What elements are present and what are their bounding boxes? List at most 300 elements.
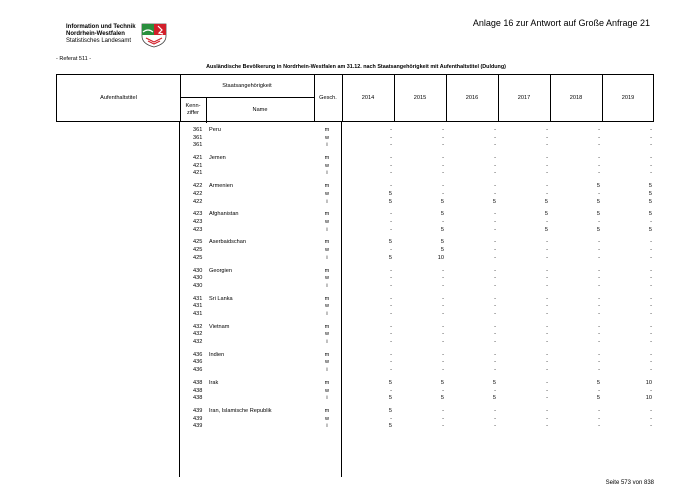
table-row <box>56 183 654 191</box>
cell-value: - <box>494 226 496 233</box>
cell-value: - <box>650 275 652 282</box>
cell-value: - <box>442 387 444 394</box>
country-name: Iran, Islamische Republik <box>209 408 272 414</box>
cell-value: - <box>598 218 600 225</box>
cell-value: - <box>546 247 548 254</box>
table-row <box>56 388 654 396</box>
country-group <box>56 352 654 376</box>
cell-value: - <box>442 267 444 274</box>
sex-code: m <box>324 351 330 358</box>
table-title: Ausländische Bevölkerung in Nordrhein-Westfalen am 31.12. nach Staatsangehörigkeit mit Aufenthaltstitel (Duldung) <box>206 64 506 70</box>
sex-code: i <box>326 423 328 430</box>
cell-value: - <box>598 254 600 261</box>
country-name: Georgien <box>209 267 233 274</box>
cell-value: - <box>650 323 652 330</box>
cell-value: - <box>650 218 652 225</box>
cell-value: 5 <box>388 254 392 261</box>
country-name: Sri Lanka <box>209 295 233 302</box>
org-line-3: Statistisches Landesamt <box>66 38 132 44</box>
table-row <box>56 408 654 416</box>
cell-value: - <box>442 323 444 330</box>
cell-value: - <box>546 415 548 422</box>
country-code: 438 <box>193 395 203 402</box>
org-line-2: Nordrhein-Westfalen <box>66 31 125 37</box>
cell-value: 10 <box>645 395 652 402</box>
country-code: 423 <box>193 218 203 225</box>
country-name: Jemen <box>209 155 226 162</box>
cell-value: - <box>494 275 496 282</box>
sex-code: m <box>324 295 330 302</box>
table-row <box>56 227 654 235</box>
cell-value: - <box>650 310 652 317</box>
table-row <box>56 255 654 263</box>
cell-value: - <box>546 134 548 141</box>
cell-value: - <box>598 323 600 330</box>
cell-value: - <box>546 275 548 282</box>
sex-code: m <box>324 323 330 330</box>
cell-value: - <box>650 162 652 169</box>
cell-value: - <box>390 183 392 190</box>
cell-value: - <box>494 267 496 274</box>
table-row <box>56 416 654 424</box>
cell-value: - <box>598 134 600 141</box>
org-line-1: Information und Technik <box>66 24 136 30</box>
table-row <box>56 142 654 150</box>
cell-value: - <box>650 387 652 394</box>
country-code: 439 <box>193 415 203 422</box>
col-name: Name <box>252 107 268 113</box>
cell-value: - <box>546 303 548 310</box>
sex-code: i <box>326 226 328 233</box>
country-code: 431 <box>193 310 203 317</box>
table-row <box>56 324 654 332</box>
cell-value: - <box>390 226 392 233</box>
cell-value: - <box>650 339 652 346</box>
cell-value: - <box>598 247 600 254</box>
cell-value: - <box>650 359 652 366</box>
cell-value: 5 <box>648 198 652 205</box>
cell-value: 5 <box>440 239 444 246</box>
cell-value: 5 <box>388 395 392 402</box>
cell-value: - <box>442 190 444 197</box>
table-row <box>56 127 654 135</box>
cell-value: - <box>442 134 444 141</box>
cell-value: - <box>442 275 444 282</box>
country-code: 436 <box>193 367 203 374</box>
cell-value: 10 <box>437 254 444 261</box>
cell-value: 5 <box>388 239 392 246</box>
cell-value: - <box>650 423 652 430</box>
cell-value: - <box>546 295 548 302</box>
cell-value: - <box>494 415 496 422</box>
sex-code: w <box>324 359 330 366</box>
cell-value: - <box>650 367 652 374</box>
cell-value: - <box>494 331 496 338</box>
cell-value: - <box>390 127 392 133</box>
cell-value: - <box>650 415 652 422</box>
sex-code: w <box>324 247 330 254</box>
cell-value: 5 <box>648 190 652 197</box>
cell-value: 5 <box>440 247 444 254</box>
cell-value: - <box>494 310 496 317</box>
cell-value: - <box>598 142 600 149</box>
cell-value: - <box>598 162 600 169</box>
sex-code: w <box>324 303 330 310</box>
country-name: Peru <box>209 127 221 133</box>
document-reference: Anlage 16 zur Antwort auf Große Anfrage 21 <box>472 18 650 28</box>
table-header <box>56 74 654 122</box>
col-year-2019: 2019 <box>621 95 635 101</box>
cell-value: - <box>598 295 600 302</box>
cell-value: 5 <box>440 211 444 218</box>
cell-value: 5 <box>596 379 600 386</box>
cell-value: - <box>390 142 392 149</box>
cell-value: - <box>546 218 548 225</box>
sex-code: i <box>326 170 328 177</box>
sex-code: i <box>326 142 328 149</box>
country-code: 421 <box>193 162 203 169</box>
sex-code: m <box>324 155 330 162</box>
cell-value: - <box>546 367 548 374</box>
cell-value: - <box>494 339 496 346</box>
country-code: 432 <box>193 323 203 330</box>
data-table <box>56 74 654 477</box>
cell-value: - <box>390 303 392 310</box>
cell-value: - <box>390 134 392 141</box>
cell-value: - <box>390 162 392 169</box>
sex-code: m <box>324 127 330 133</box>
cell-value: - <box>598 282 600 289</box>
col-year-2014: 2014 <box>361 95 375 101</box>
sex-code: w <box>324 331 330 338</box>
cell-value: - <box>546 379 548 386</box>
cell-value: - <box>598 275 600 282</box>
country-code: 423 <box>193 211 203 218</box>
cell-value: - <box>650 170 652 177</box>
country-code: 421 <box>193 155 203 162</box>
cell-value: 10 <box>645 379 652 386</box>
cell-value: - <box>494 155 496 162</box>
cell-value: - <box>598 239 600 246</box>
sex-code: w <box>324 190 330 197</box>
table-row <box>56 339 654 347</box>
cell-value: 5 <box>492 198 496 205</box>
country-code: 361 <box>193 127 203 133</box>
cell-value: - <box>442 351 444 358</box>
sex-code: w <box>324 134 330 141</box>
cell-value: 5 <box>596 226 600 233</box>
cell-value: - <box>494 142 496 149</box>
cell-value: - <box>494 387 496 394</box>
cell-value: - <box>546 359 548 366</box>
cell-value: - <box>546 323 548 330</box>
sex-code: m <box>324 379 330 386</box>
country-name: Vietnam <box>209 323 230 330</box>
cell-value: - <box>650 331 652 338</box>
cell-value: - <box>598 408 600 414</box>
cell-value: - <box>598 423 600 430</box>
cell-value: - <box>546 339 548 346</box>
sex-code: m <box>324 267 330 274</box>
country-code: 439 <box>193 408 203 414</box>
country-code: 425 <box>193 239 203 246</box>
country-group <box>56 127 654 151</box>
country-name: Afghanistan <box>209 211 239 218</box>
cell-value: - <box>442 303 444 310</box>
cell-value: - <box>598 190 600 197</box>
cell-value: - <box>442 127 444 133</box>
cell-value: - <box>650 239 652 246</box>
sex-code: m <box>324 408 330 414</box>
sex-code: i <box>326 339 328 346</box>
table-row <box>56 191 654 199</box>
cell-value: - <box>650 351 652 358</box>
table-row <box>56 303 654 311</box>
table-row <box>56 211 654 219</box>
country-name: Aserbaidschan <box>209 239 247 246</box>
country-group <box>56 296 654 320</box>
country-group <box>56 183 654 207</box>
cell-value: - <box>546 310 548 317</box>
table-row <box>56 155 654 163</box>
table-row <box>56 219 654 227</box>
cell-value: - <box>390 351 392 358</box>
cell-value: - <box>598 351 600 358</box>
sex-code: m <box>324 183 330 190</box>
cell-value: - <box>442 155 444 162</box>
cell-value: 5 <box>596 198 600 205</box>
cell-value: - <box>390 247 392 254</box>
cell-value: - <box>598 267 600 274</box>
country-name: Armenien <box>209 183 233 190</box>
sex-code: i <box>326 367 328 374</box>
cell-value: - <box>546 190 548 197</box>
cell-value: - <box>598 367 600 374</box>
country-code: 430 <box>193 275 203 282</box>
cell-value: - <box>390 310 392 317</box>
cell-value: - <box>598 155 600 162</box>
sex-code: w <box>324 387 330 394</box>
cell-value: - <box>390 339 392 346</box>
cell-value: - <box>546 254 548 261</box>
sex-code: m <box>324 211 330 218</box>
country-code: 430 <box>193 267 203 274</box>
cell-value: - <box>494 218 496 225</box>
cell-value: - <box>650 155 652 162</box>
table-body <box>56 122 654 477</box>
cell-value: - <box>546 170 548 177</box>
country-group <box>56 211 654 235</box>
cell-value: - <box>546 387 548 394</box>
cell-value: - <box>494 295 496 302</box>
cell-value: 5 <box>544 226 548 233</box>
table-row <box>56 331 654 339</box>
cell-value: - <box>390 323 392 330</box>
country-name: Indien <box>209 351 225 358</box>
cell-value: - <box>546 331 548 338</box>
cell-value: - <box>494 162 496 169</box>
cell-value: 5 <box>492 395 496 402</box>
cell-value: - <box>494 359 496 366</box>
cell-value: - <box>390 331 392 338</box>
country-code: 425 <box>193 247 203 254</box>
country-code: 422 <box>193 190 203 197</box>
table-row <box>56 283 654 291</box>
cell-value: - <box>390 211 392 218</box>
table-row <box>56 135 654 143</box>
cell-value: 5 <box>544 198 548 205</box>
cell-value: - <box>390 415 392 422</box>
sex-code: w <box>324 415 330 422</box>
country-group <box>56 268 654 292</box>
cell-value: - <box>494 323 496 330</box>
cell-value: - <box>494 127 496 133</box>
cell-value: - <box>390 387 392 394</box>
cell-value: - <box>546 267 548 274</box>
cell-value: - <box>650 247 652 254</box>
table-row <box>56 296 654 304</box>
cell-value: - <box>598 331 600 338</box>
cell-value: - <box>546 423 548 430</box>
cell-value: - <box>598 303 600 310</box>
cell-value: - <box>494 239 496 246</box>
department-label: - Referat 511 - <box>56 56 92 62</box>
table-row <box>56 268 654 276</box>
table-row <box>56 352 654 360</box>
cell-value: - <box>546 127 548 133</box>
sex-code: w <box>324 218 330 225</box>
country-code: 361 <box>193 134 203 141</box>
cell-value: - <box>442 408 444 414</box>
sex-code: i <box>326 395 328 402</box>
cell-value: 5 <box>648 211 652 218</box>
cell-value: 5 <box>492 379 496 386</box>
cell-value: - <box>650 142 652 149</box>
col-year-2018: 2018 <box>569 95 583 101</box>
cell-value: - <box>390 218 392 225</box>
cell-value: 5 <box>388 379 392 386</box>
cell-value: - <box>650 267 652 274</box>
cell-value: 5 <box>388 408 392 414</box>
country-group <box>56 155 654 179</box>
col-staatsangehoerigkeit: Staatsangehörigkeit <box>222 83 272 89</box>
cell-value: - <box>546 351 548 358</box>
sex-code: i <box>326 198 328 205</box>
country-code: 425 <box>193 254 203 261</box>
country-code: 436 <box>193 359 203 366</box>
cell-value: - <box>546 395 548 402</box>
table-row <box>56 311 654 319</box>
cell-value: - <box>390 282 392 289</box>
cell-value: - <box>494 170 496 177</box>
cell-value: - <box>442 218 444 225</box>
col-year-2016: 2016 <box>465 95 479 101</box>
cell-value: - <box>390 170 392 177</box>
cell-value: 5 <box>388 190 392 197</box>
sex-code: w <box>324 275 330 282</box>
table-row <box>56 395 654 403</box>
nrw-coat-of-arms-icon <box>140 22 168 48</box>
cell-value: - <box>494 408 496 414</box>
country-group <box>56 324 654 348</box>
table-row <box>56 199 654 207</box>
cell-value: - <box>546 162 548 169</box>
cell-value: - <box>442 142 444 149</box>
cell-value: 5 <box>648 226 652 233</box>
cell-value: - <box>390 267 392 274</box>
cell-value: - <box>442 170 444 177</box>
cell-value: 5 <box>596 183 600 190</box>
cell-value: - <box>598 339 600 346</box>
table-row <box>56 367 654 375</box>
country-code: 430 <box>193 282 203 289</box>
col-year-2017: 2017 <box>517 95 531 101</box>
cell-value: 5 <box>440 226 444 233</box>
cell-value: - <box>546 155 548 162</box>
country-code: 436 <box>193 351 203 358</box>
table-row <box>56 247 654 255</box>
table-row <box>56 163 654 171</box>
cell-value: - <box>546 183 548 190</box>
cell-value: - <box>442 295 444 302</box>
cell-value: - <box>494 247 496 254</box>
cell-value: - <box>650 134 652 141</box>
cell-value: - <box>598 170 600 177</box>
country-code: 431 <box>193 303 203 310</box>
country-name: Irak <box>209 379 219 386</box>
country-code: 432 <box>193 339 203 346</box>
cell-value: - <box>390 275 392 282</box>
cell-value: 5 <box>544 211 548 218</box>
cell-value: - <box>546 282 548 289</box>
cell-value: - <box>442 282 444 289</box>
cell-value: - <box>598 387 600 394</box>
cell-value: - <box>442 310 444 317</box>
cell-value: 5 <box>596 211 600 218</box>
country-group <box>56 380 654 404</box>
country-code: 439 <box>193 423 203 430</box>
sex-code: w <box>324 162 330 169</box>
cell-value: - <box>494 211 496 218</box>
cell-value: - <box>494 351 496 358</box>
country-code: 422 <box>193 183 203 190</box>
table-row <box>56 170 654 178</box>
cell-value: - <box>650 295 652 302</box>
cell-value: - <box>650 408 652 414</box>
cell-value: - <box>546 142 548 149</box>
cell-value: - <box>390 155 392 162</box>
cell-value: - <box>390 367 392 374</box>
country-code: 421 <box>193 170 203 177</box>
cell-value: - <box>598 415 600 422</box>
cell-value: 5 <box>648 183 652 190</box>
cell-value: - <box>390 295 392 302</box>
table-row <box>56 239 654 247</box>
cell-value: - <box>650 254 652 261</box>
cell-value: - <box>598 127 600 133</box>
sex-code: m <box>324 239 330 246</box>
cell-value: - <box>494 183 496 190</box>
cell-value: - <box>598 310 600 317</box>
col-kennziffer: Kenn- ziffer <box>185 103 201 116</box>
cell-value: - <box>494 134 496 141</box>
cell-value: - <box>494 423 496 430</box>
cell-value: - <box>650 127 652 133</box>
sex-code: i <box>326 282 328 289</box>
cell-value: - <box>494 367 496 374</box>
table-row <box>56 275 654 283</box>
page-number: Seite 573 von 838 <box>605 480 654 486</box>
